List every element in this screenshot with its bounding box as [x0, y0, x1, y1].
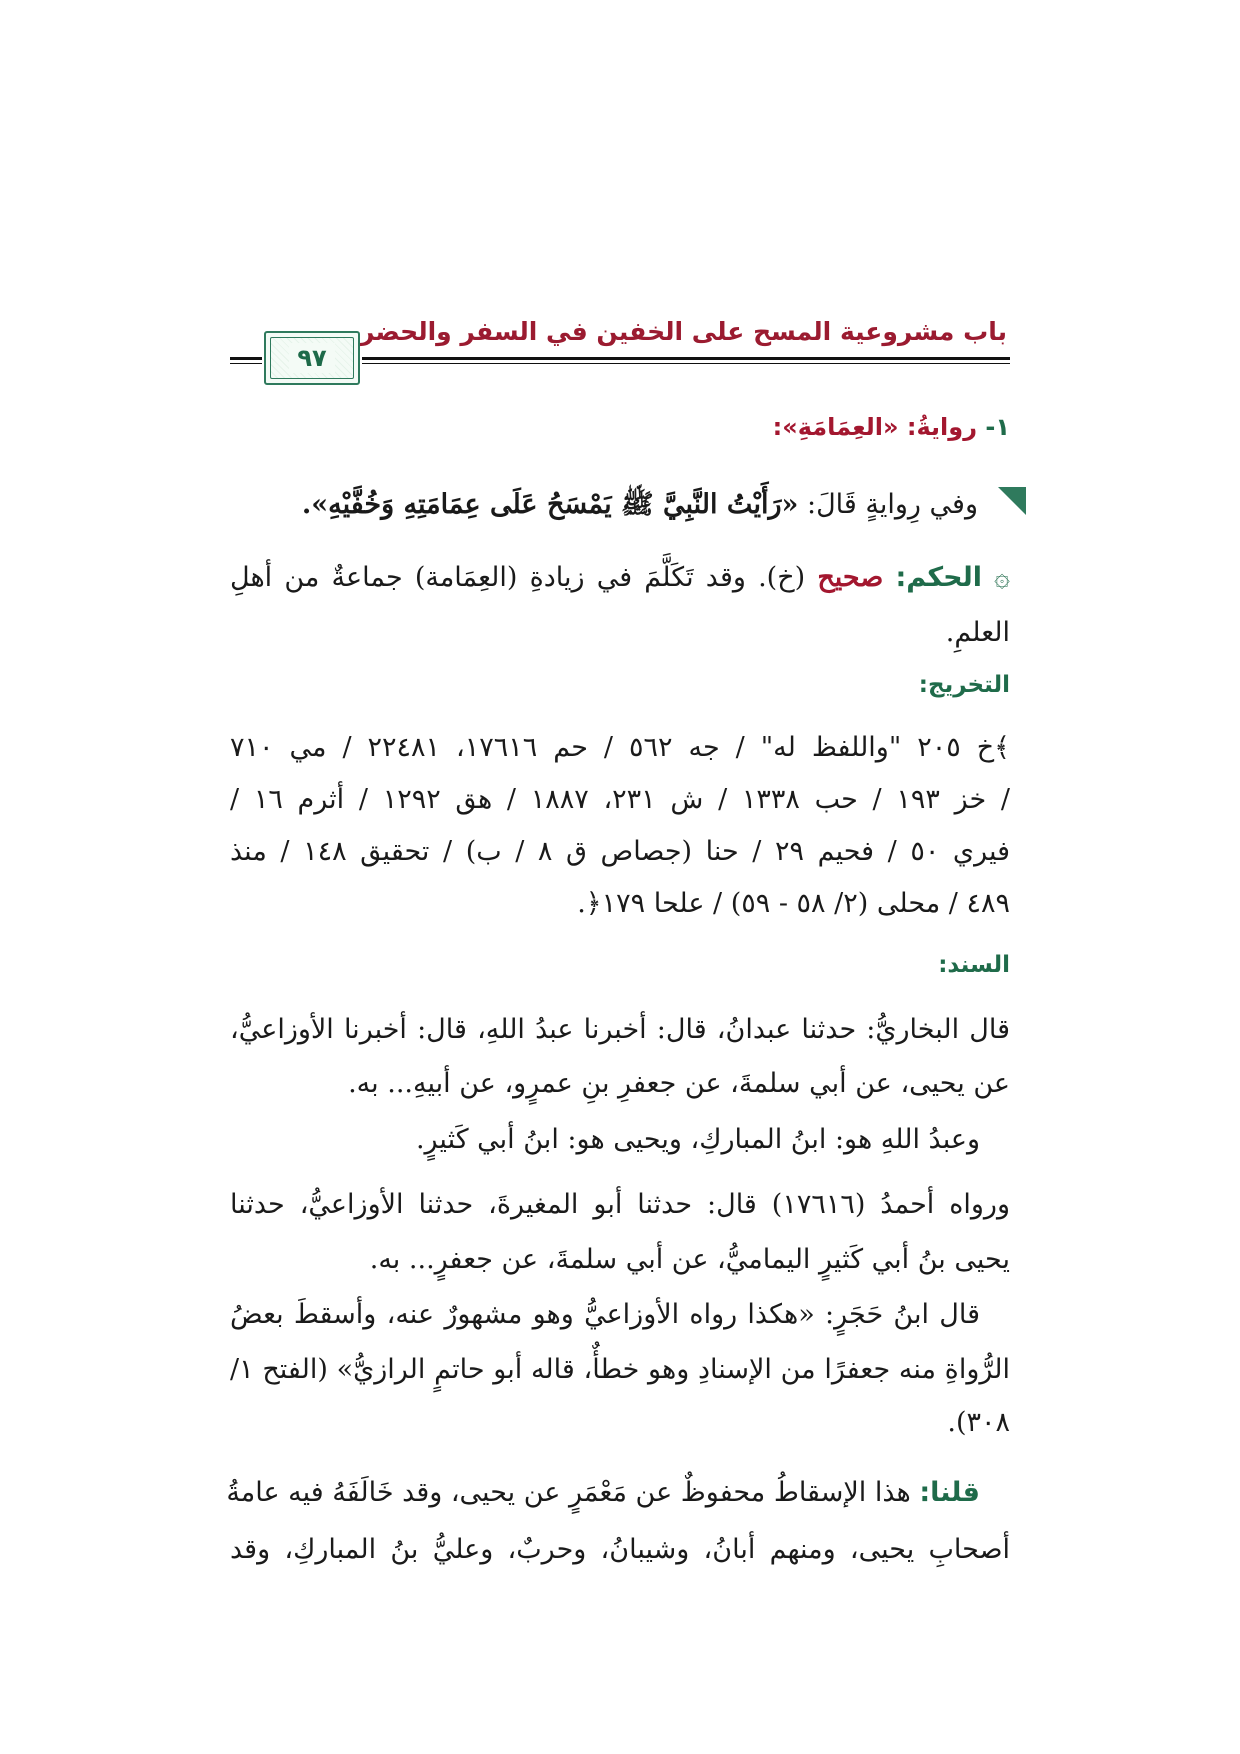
section-quoted: «العِمَامَةِ»:: [772, 413, 899, 441]
sanad-line: قال البخاريُّ: حدثنا عبدانُ، قال: أخبرنا عبدُ اللهِ، قال: أخبرنا الأوزاعيُّ،: [230, 1014, 1010, 1045]
ruling-label: الحكم:: [895, 562, 982, 593]
corner-marker-icon: [998, 487, 1026, 515]
sanad-line: قال ابنُ حَجَرٍ: «هكذا رواه الأوزاعيُّ وهو مشهورٌ عنه، وأسقطَ بعضُ: [230, 1299, 980, 1330]
takhrij-line: ﴾خ ٢٠٥ "واللفظ له" / جه ٥٦٢ / حم ١٧٦١٦، ٢٢٤٨١ / مي ٧١٠: [230, 732, 1010, 763]
narration-text: «رَأَيْتُ النَّبِيَّ ﷺ يَمْسَحُ عَلَى عِمَامَتِهِ وَخُفَّيْهِ».: [301, 489, 799, 520]
header-rule-right-thick: [362, 357, 1010, 360]
section-label: روايةُ:: [906, 413, 978, 441]
qulna-text: هذا الإسقاطُ محفوظٌ عن مَعْمَرٍ عن يحيى، وقد خَالَفَهُ فيه عامةُ: [226, 1477, 911, 1508]
narration-line: [230, 485, 978, 525]
takhrij-line: فيري ٥٠ / فحيم ٢٩ / حنا (جصاص ق ٨ / ب) / تحقيق ١٤٨ / منذ: [230, 836, 1011, 867]
ruling-line-1: [230, 558, 1010, 598]
narration-prefix: وفي رِوايةٍ قَالَ:: [806, 489, 978, 520]
qulna-label: قلنا:: [919, 1477, 980, 1508]
header-rule-left-thin: [230, 363, 262, 364]
sanad-heading: السند:: [938, 952, 1010, 978]
qulna-line-1: [226, 1473, 980, 1513]
sanad-line: يحيى بنُ أبي كَثيرٍ اليماميُّ، عن أبي سلمةَ، عن جعفرٍ... به.: [369, 1244, 1010, 1275]
page-number-frame: [270, 337, 354, 379]
ruling-line-2: العلمِ.: [945, 617, 1010, 648]
header-rule-left-thick: [230, 357, 262, 360]
ornament-icon: ۞: [994, 562, 1010, 593]
page-number: ٩٧: [289, 343, 334, 373]
header-rule-right-thin: [362, 363, 1010, 364]
qulna-line-2: أصحابِ يحيى، ومنهم أبانُ، وشيبانُ، وحربٌ، وعليُّ بنُ المباركِ، وقد: [230, 1534, 1010, 1565]
sanad-line: ورواه أحمدُ (١٧٦١٦) قال: حدثنا أبو المغيرةَ، حدثنا الأوزاعيُّ، حدثنا: [230, 1189, 1010, 1220]
sanad-line: الرُّواةِ منه جعفرًا من الإسنادِ وهو خطأٌ، قاله أبو حاتمٍ الرازيُّ» (الفتح ١/: [230, 1354, 1010, 1385]
takhrij-line: / خز ١٩٣ / حب ١٣٣٨ / ش ٢٣١، ١٨٨٧ / هق ١٢٩٢ / أثرم ١٦ /: [230, 784, 1010, 815]
ruling-grade: صحيح: [817, 562, 884, 593]
sanad-line: عن يحيى، عن أبي سلمةَ، عن جعفرِ بنِ عمرٍو، عن أبيهِ... به.: [348, 1068, 1010, 1099]
ruling-text: (خ). وقد تَكَلَّمَ في زيادةِ (العِمَامة) جماعةٌ من أهلِ: [230, 562, 806, 593]
sanad-line: وعبدُ اللهِ هو: ابنُ المباركِ، ويحيى هو: ابنُ أبي كَثيرٍ.: [415, 1124, 980, 1155]
takhrij-heading: التخريج:: [918, 672, 1010, 698]
section-number: ١-: [985, 413, 1010, 441]
page-number-badge: [264, 331, 360, 385]
takhrij-line: ٤٨٩ / محلى (٢/ ٥٨ - ٥٩) / علحا ١٧٩﴿.: [577, 888, 1010, 919]
section-heading: [230, 407, 1010, 447]
running-header-title: باب مشروعية المسح على الخفين في السفر والحضر: [360, 317, 1007, 346]
sanad-line: ٣٠٨).: [947, 1407, 1010, 1438]
